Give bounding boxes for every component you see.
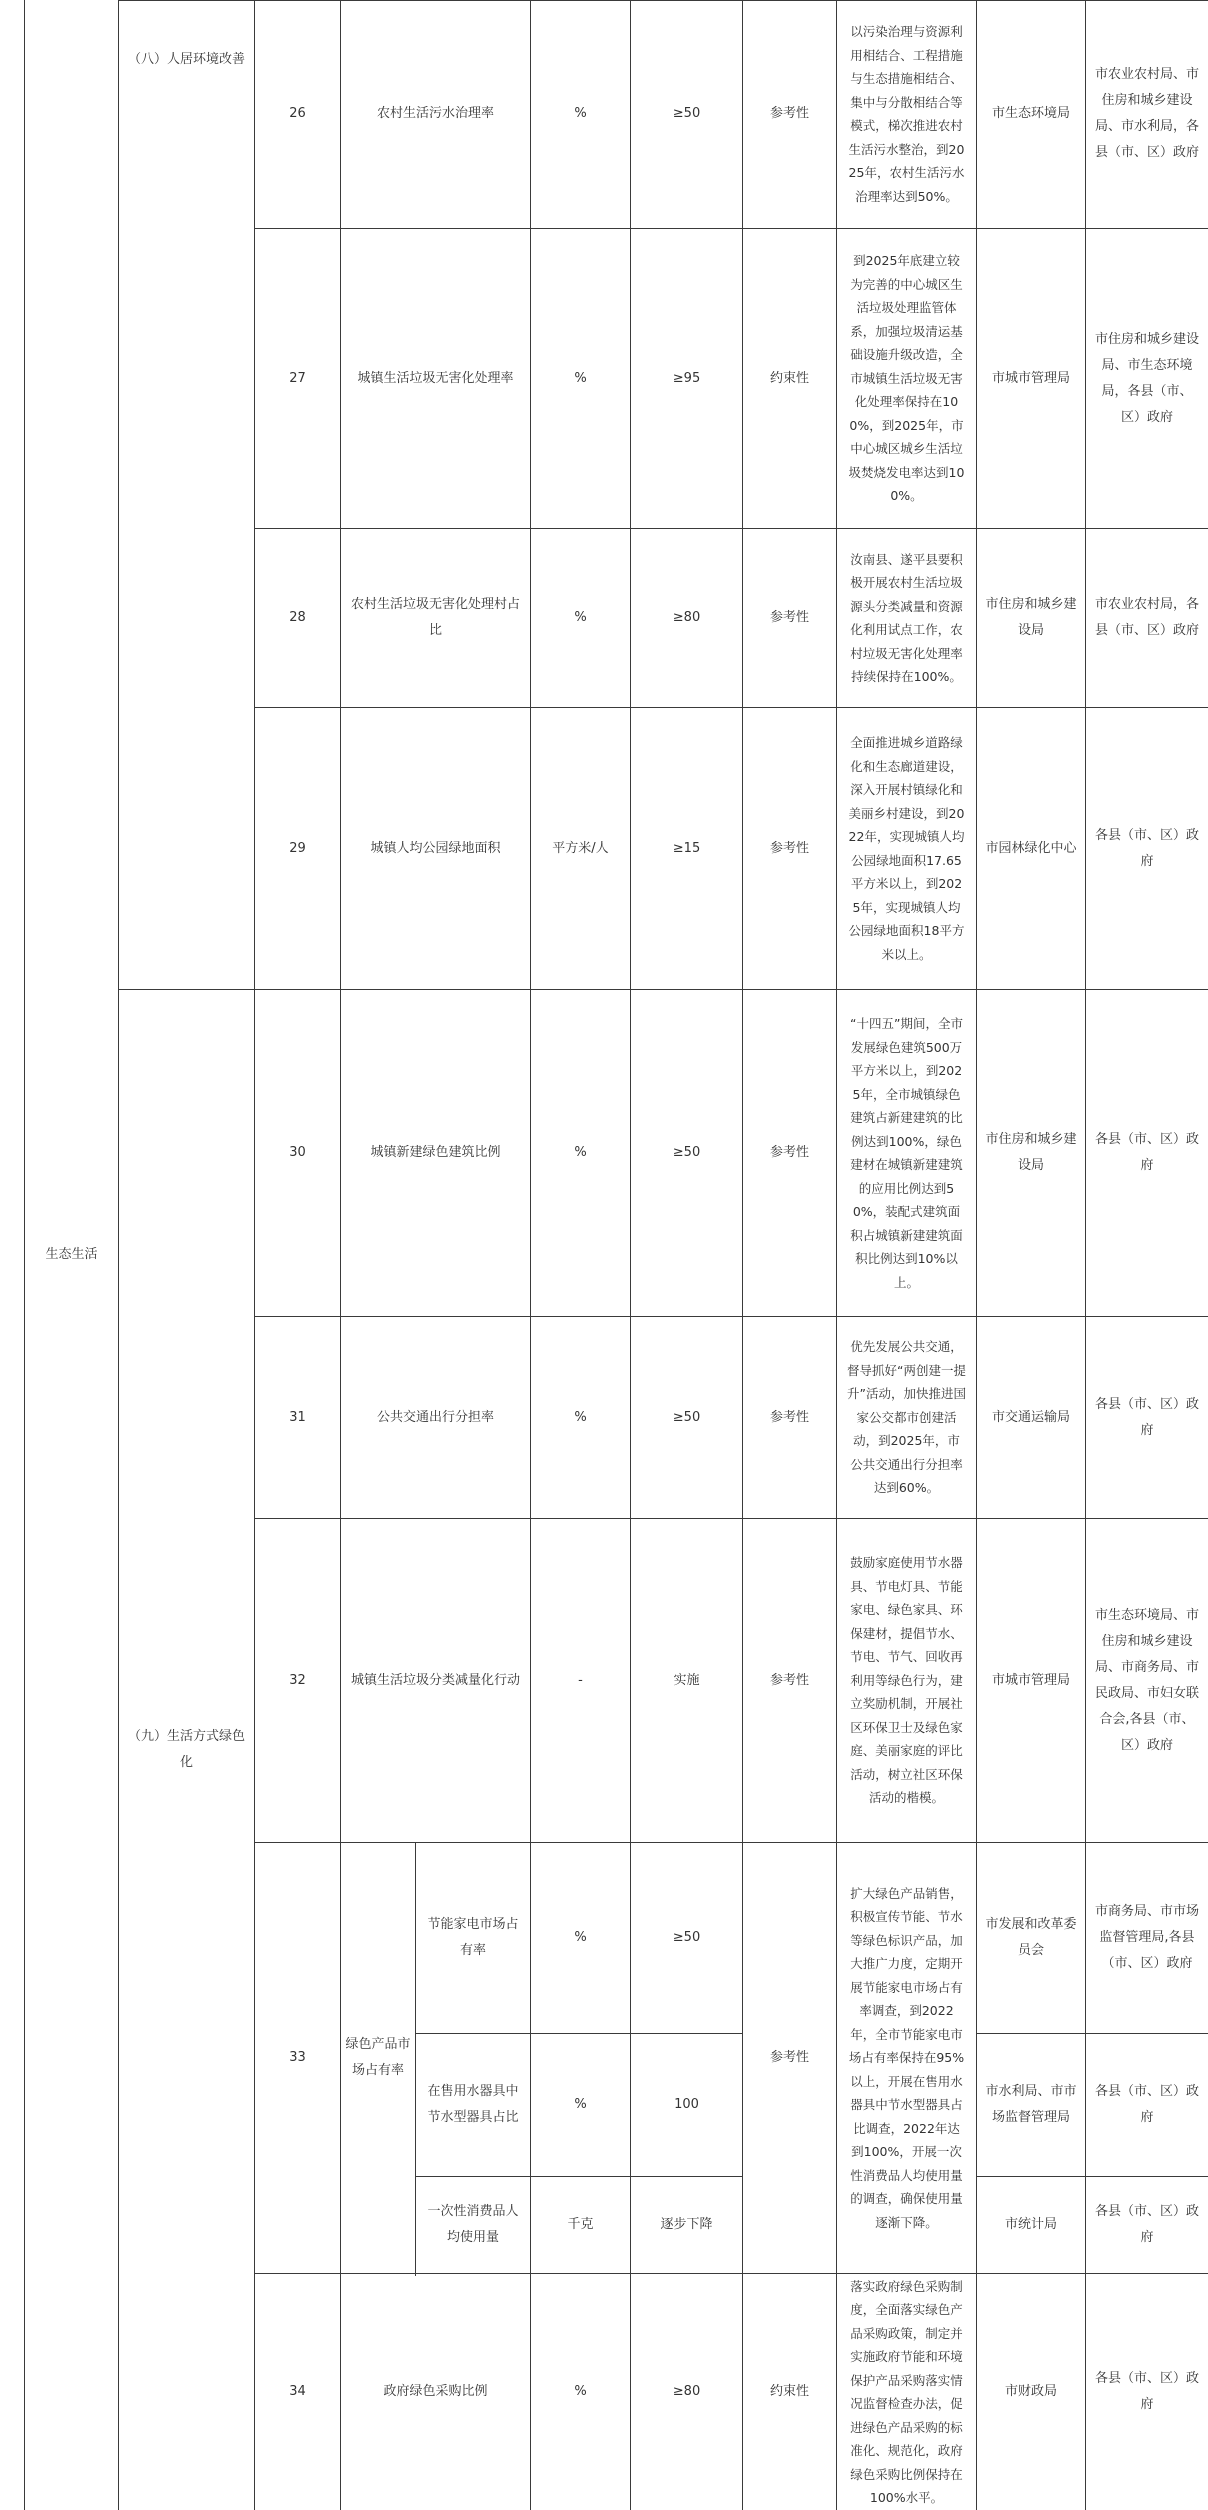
cooperating-departments: 各县（市、区）政府 (1094, 827, 1199, 869)
row-number: 28 (289, 610, 306, 625)
indicator-name: 农村生活污水治理率 (376, 106, 494, 121)
row-number: 29 (289, 840, 306, 856)
target-value: ≥50 (672, 106, 701, 121)
category-cell: 生态生活 (45, 1247, 98, 1262)
unit: % (574, 2097, 587, 2112)
cooperating-departments: 各县（市、区）政府 (1094, 2084, 1199, 2125)
indicator-name: 城镇生活垃圾无害化处理率 (357, 370, 514, 386)
target-value: 100 (674, 2097, 699, 2112)
target-value: ≥80 (672, 610, 701, 625)
lead-department: 市城市管理局 (991, 370, 1070, 386)
lead-department: 市生态环境局 (991, 106, 1070, 121)
indicator-attribute: 约束性 (769, 370, 809, 386)
row-number: 30 (289, 1145, 306, 1160)
measures-text: “十四五”期间，全市发展绿色建筑500万平方米以上，到2025年，全市城镇绿色建筑占新建建筑的比例达到100%，绿色建材在城镇新建建筑的应用比例达到50%，装配式建筑面积占城镇新建建筑面积比例达到10%以上。 (850, 1016, 963, 1290)
cooperating-departments: 市生态环境局、市住房和城乡建设局、市商务局、市民政局、市妇女联合会,各县（市、区）政府 (1094, 1607, 1199, 1753)
unit: - (578, 1672, 583, 1688)
measures-text: 汝南县、遂平县要积极开展农村生活垃圾源头分类减量和资源化利用试点工作，农村垃圾无害化处理率持续保持在100%。 (850, 551, 963, 684)
indicator-attribute: 参考性 (769, 1672, 809, 1688)
indicator-name: 农村生活垃圾无害化处理村占比 (350, 597, 520, 638)
target-value: ≥15 (672, 840, 701, 856)
target-value: ≥50 (672, 1409, 701, 1425)
measures-text: 鼓励家庭使用节水器具、节电灯具、节能家电、绿色家具、环保建材，提倡节水、节电、节气、回收再利用等绿色行为，建立奖励机制，开展社区环保卫士及绿色家庭、美丽家庭的评比活动，树立社区环保活动的楷模。 (850, 1555, 963, 1806)
cooperating-departments: 各县（市、区）政府 (1094, 2371, 1199, 2412)
lead-department: 市住房和城乡建设局 (985, 597, 1077, 638)
measures-text: 优先发展公共交通，督导抓好“两创建一提升”活动，加快推进国家公交都市创建活动，到2025年，市公共交通出行分担率达到60%。 (847, 1339, 966, 1496)
cooperating-departments: 市农业农村局，各县（市、区）政府 (1094, 597, 1199, 638)
indicator-attribute: 参考性 (769, 610, 809, 625)
row-number: 31 (289, 1409, 306, 1425)
lead-department: 市城市管理局 (991, 1672, 1070, 1688)
indicator-name: 政府绿色采购比例 (383, 2384, 488, 2399)
target-value: ≥50 (672, 1930, 701, 1945)
sub-indicator-name: 一次性消费品人均使用量 (427, 2204, 519, 2245)
cooperating-departments: 各县（市、区）政府 (1094, 1396, 1199, 1438)
cooperating-departments: 各县（市、区）政府 (1094, 2204, 1199, 2245)
measures-text: 以污染治理与资源利用相结合、工程措施与生态措施相结合、集中与分散相结合等模式，梯次推进农村生活污水整治，到2025年，农村生活污水治理率达到50%。 (848, 24, 965, 204)
indicator-attribute: 参考性 (769, 1409, 809, 1425)
measures-text: 到2025年底建立较为完善的中心城区生活垃圾处理监管体系，加强垃圾清运基础设施升级改造，全市城镇生活垃圾无害化处理率保持在100%，到2025年，市中心城区城乡生活垃圾焚烧发电率达到100%。 (848, 253, 965, 504)
indicator-name: 城镇新建绿色建筑比例 (370, 1145, 501, 1160)
row-number: 33 (289, 2050, 306, 2065)
row-number: 26 (289, 106, 306, 121)
subcategory-cell: （八）人居环境改善 (127, 51, 245, 67)
measures-text: 全面推进城乡道路绿化和生态廊道建设，深入开展村镇绿化和美丽乡村建设，到2022年，实现城镇人均公园绿地面积17.65平方米以上，到2025年，实现城镇人均公园绿地面积18平方米以上。 (848, 735, 965, 962)
unit: % (574, 2384, 587, 2399)
target-value: ≥50 (672, 1145, 701, 1160)
indicator-attribute: 参考性 (769, 2050, 809, 2065)
row-number: 27 (289, 370, 306, 386)
lead-department: 市水利局、市市场监督管理局 (985, 2084, 1077, 2125)
indicator-name: 城镇人均公园绿地面积 (370, 840, 501, 856)
sub-indicator-name: 节能家电市场占有率 (427, 1917, 519, 1958)
row-number: 34 (289, 2384, 306, 2399)
lead-department: 市发展和改革委员会 (985, 1917, 1077, 1958)
target-value: 实施 (673, 1672, 700, 1688)
measures-text: 扩大绿色产品销售，积极宣传节能、节水等绿色标识产品，加大推广力度，定期开展节能家电市场占有率调查，到2022年，全市节能家电市场占有率保持在95%以上，开展在售用水器具中节水型器具占比调查，2022年达到100%，开展一次性消费品人均使用量的调查，确保使用量逐渐下降。 (848, 1885, 965, 2230)
unit: % (574, 1930, 587, 1945)
unit: % (574, 1409, 587, 1425)
row-number: 32 (289, 1672, 306, 1688)
subcategory-cell: （九）生活方式绿色化 (127, 1729, 245, 1770)
indicator-name: 公共交通出行分担率 (376, 1409, 494, 1425)
unit: % (574, 610, 587, 625)
lead-department: 市园林绿化中心 (985, 840, 1077, 856)
unit: 平方米/人 (552, 840, 609, 856)
measures-text: 落实政府绿色采购制度，全面落实绿色产品采购政策，制定并实施政府节能和环境保护产品采购落实情况监督检查办法，促进绿色产品采购的标准化、规范化，政府绿色采购比例保持在100%水平。 (850, 2278, 963, 2505)
unit: 千克 (567, 2217, 594, 2232)
indicator-attribute: 参考性 (769, 840, 809, 856)
indicator-attribute: 参考性 (769, 106, 809, 121)
unit: % (574, 1145, 587, 1160)
cooperating-departments: 各县（市、区）政府 (1094, 1132, 1199, 1173)
indicator-name: 城镇生活垃圾分类减量化行动 (350, 1672, 520, 1688)
unit: % (574, 370, 587, 386)
indicator-attribute: 约束性 (769, 2384, 809, 2399)
target-value: 逐步下降 (660, 2217, 713, 2232)
target-value: ≥80 (672, 2384, 701, 2399)
lead-department: 市财政局 (1004, 2384, 1057, 2399)
indicator-attribute: 参考性 (769, 1145, 809, 1160)
sub-indicator-name: 在售用水器具中节水型器具占比 (427, 2084, 519, 2125)
lead-department: 市住房和城乡建设局 (985, 1132, 1077, 1173)
cooperating-departments: 市商务局、市市场监督管理局,各县（市、区）政府 (1094, 1904, 1199, 1971)
indicator-group-name: 绿色产品市场占有率 (345, 2037, 411, 2078)
target-value: ≥95 (672, 370, 701, 386)
lead-department: 市统计局 (1004, 2217, 1057, 2232)
cooperating-departments: 市农业农村局、市住房和城乡建设局、市水利局，各县（市、区）政府 (1094, 67, 1199, 160)
lead-department: 市交通运输局 (991, 1409, 1070, 1425)
cooperating-departments: 市住房和城乡建设局、市生态环境局，各县（市、区）政府 (1094, 331, 1199, 425)
unit: % (574, 106, 587, 121)
